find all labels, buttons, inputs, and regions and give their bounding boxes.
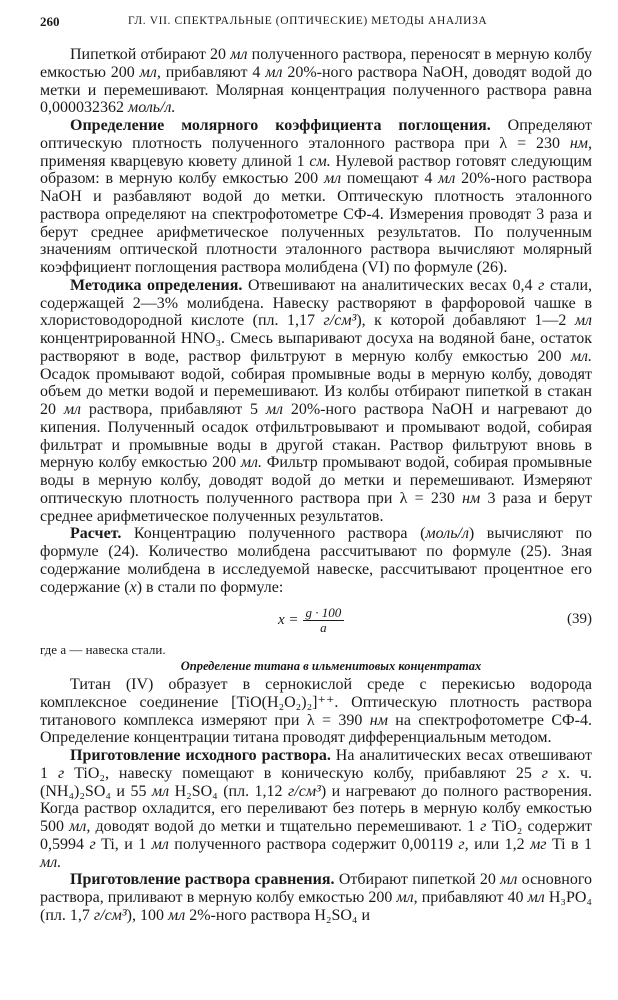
paragraph-reference-solution: Приготовление раствора сравнения. Отбирают пипеткой 20 мл основного раствора, приливают в мерную колбу емкостью 200 мл, прибавляют 40 мл H₃PO₄ (пл. 1,7 г/см³), 100 мл 2%-ного раствора H₂SO₄ и [40, 871, 593, 924]
paragraph-titanium: Титан (IV) образует в сернокислой среде с перекисью водорода комплексное соединение [TiO(H₂O₂)₂]⁺⁺. Оптическую плотность раствора титанового комплекса измеряют при λ = 390 нм на спектрофотометре СФ-4. Определение концентрации титана проводят дифференциальным методом. [40, 676, 593, 747]
formula-39 [40, 602, 592, 638]
paragraph-calculation: Расчет. Концентрацию полученного раствора (моль/л) вычисляют по формуле (24). Количество молибдена рассчитывают по формуле (25). Зная содержание молибдена в исследуемой навеске, рассчитывают процентное его содержание (x) в стали по формуле: [40, 525, 593, 596]
formula-denominator: a [320, 620, 327, 636]
paragraph-heading: Приготовление раствора сравнения. [70, 871, 335, 889]
paragraph-heading: Приготовление исходного раствора. [70, 747, 331, 764]
section-title: Определение титана в ильменитовых концентратах [180, 659, 482, 674]
page-body [40, 46, 592, 925]
running-head-title: ГЛ. VII. СПЕКТРАЛЬНЫЕ (ОПТИЧЕСКИЕ) МЕТОДЫ АНАЛИЗА [128, 15, 488, 27]
running-header [40, 14, 600, 34]
formula-numerator: g · 100 [303, 606, 345, 621]
paragraph-stock-solution: Приготовление исходного раствора. На аналитических весах отвешивают 1 г TiO₂, навеску помещают в коническую колбу, прибавляют 25 г х. ч. (NH₄)₂SO₄ и 55 мл H₂SO₄ (пл. 1,12 г/см³) и нагревают до полного растворения. Когда раствор охладится, его переливают без потерь в мерную колбу емкостью 500 мл, доводят водой до метки и тщательно перемешивают. 1 г TiO₂ содержит 0,5994 г Ti, и 1 мл полученного раствора содержит 0,00119 г, или 1,2 мг Ti в 1 мл. [40, 747, 593, 871]
paragraph-heading: Расчет. [70, 525, 122, 543]
page-number: 260 [40, 14, 60, 29]
formula-number: (39) [567, 611, 592, 628]
paragraph-molar-coefficient: Определение молярного коэффициента поглощения. Определяют оптическую плотность полученного эталонного раствора при λ = 230 нм, применяя кварцевую кювету длиной 1 см. Нулевой раствор готовят следующим образом: в мерную колбу емкостью 200 мл помещают 4 мл 20%-ного раствора NaOH и разбавляют водой до метки. Оптическую плотность эталонного раствора определяют на спектрофотометре СФ-4. Измерения проводят 3 раза и берут среднее арифметическое полученных результатов. По полученным значениям оптической плотности эталонного раствора вычисляют молярный коэффициент поглощения раствора молибдена (VI) по формуле (26). [40, 117, 593, 276]
paragraph-method: Методика определения. Отвешивают на аналитических весах 0,4 г стали, содержащей 2—3% молибдена. Навеску растворяют в фарфоровой чашке в хлористоводородной кислоте (пл. 1,17 г/см³), к которой добавляют 1—2 мл концентрированной HNO₃. Смесь выпаривают досуха на водяной бане, остаток растворяют в воде, раствор фильтруют в мерную колбу емкостью 200 мл. Осадок промывают водой, собирая промывные воды в мерную колбу, доводят объем до метки водой и перемешивают. Из колбы отбирают пипеткой в стакан 20 мл раствора, прибавляют 5 мл 20%-ного раствора NaOH и нагревают до кипения. Полученный осадок отфильтровывают и промывают водой, собирая фильтрат и промывные воды в другой стакан. Раствор фильтруют вновь в мерную колбу емкостью 200 мл. Фильтр промывают водой, собирая промывные воды в мерную колбу, доводят водой до метки и перемешивают. Измеряют оптическую плотность полученного раствора при λ = 230 нм 3 раза и берут среднее арифметическое полученных результатов. [40, 276, 593, 525]
where-note: где a — навеска стали. [40, 642, 166, 658]
paragraph-heading: Определение молярного коэффициента поглощения. [70, 117, 491, 134]
paragraph-heading: Методика определения. [70, 276, 243, 294]
paragraph-intro: Пипеткой отбирают 20 мл полученного раствора, переносят в мерную колбу емкостью 200 мл, прибавляют 4 мл 20%-ного раствора NaOH, доводят водой до метки и перемешивают. Молярная концентрация полученного раствора равна 0,000032362 моль/л. [40, 46, 592, 117]
formula-expression: x = $\frac{g \cdot 100}{a}$ [278, 606, 344, 635]
